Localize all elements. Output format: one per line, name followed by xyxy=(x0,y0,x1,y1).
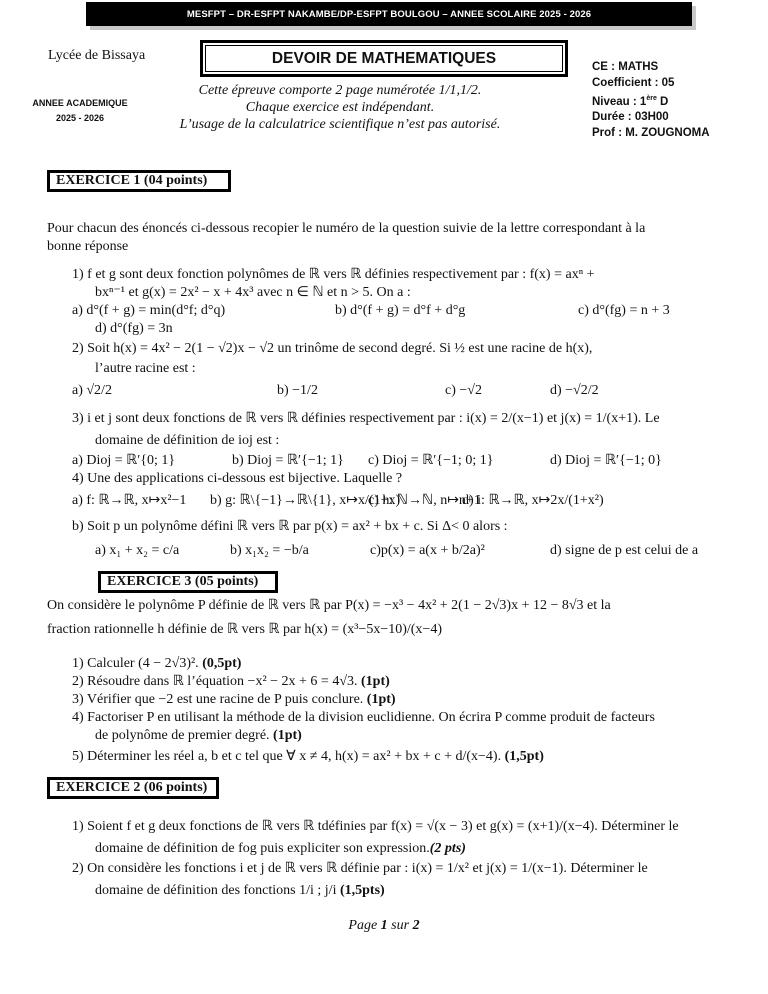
ex1-q2-line1: 2) Soit h(x) = 4x² − 2(1 − √2)x − √2 un trinôme de second degré. Si ½ est une racine de h(x), xyxy=(72,341,593,356)
ex1-q1-option-c: c) d°(fg) = n + 3 xyxy=(578,303,670,318)
title-box xyxy=(200,40,568,77)
ex1-q3-line2: domaine de définition de ioj est : xyxy=(95,433,280,448)
ex1-q1-line1: 1) f et g sont deux fonction polynômes de ℝ vers ℝ définies respectivement par : f(x) = axⁿ + xyxy=(72,267,595,282)
academic-year-block xyxy=(28,96,132,126)
ex3-item-4: 4) Factoriser P en utilisant la méthode de la division euclidienne. On écrira P comme produit de facteurs xyxy=(72,710,655,725)
info-prof: Prof : M. ZOUGNOMA xyxy=(592,126,710,139)
ex1-q1-line2: bxⁿ⁻¹ et g(x) = 2x² − x + 4x³ avec n ∈ ℕ et n > 5. On a : xyxy=(95,285,411,300)
ex3-item-5: 5) Déterminer les réel a, b et c tel que ∀ x ≠ 4, h(x) = ax² + bx + c + d/(x−4). (1,5pt) xyxy=(72,749,544,764)
ex1-q2-line2: l’autre racine est : xyxy=(95,361,196,376)
ex3-item-4-cont: de polynôme de premier degré. (1pt) xyxy=(95,728,302,743)
ex1-q5-option-a: a) x₁ + x₂ = c/a xyxy=(95,543,180,558)
ex2-item-1-line2: domaine de définition de fog puis expliciter son expression.(2 pts) xyxy=(95,841,466,856)
ex1-q1-option-b: b) d°(f + g) = d°f + d°g xyxy=(335,303,466,318)
note-pages: Cette épreuve comporte 2 page numérotée 1/1,1/2. xyxy=(198,83,482,98)
info-niveau: Niveau : 1ère D xyxy=(592,95,669,108)
header-banner xyxy=(86,2,692,26)
academic-year-label: ANNEE ACADEMIQUE xyxy=(32,98,128,108)
exercice2-title: EXERCICE 2 (06 points) xyxy=(47,777,219,799)
ex1-q5-option-c: c)p(x) = a(x + b/2a)² xyxy=(370,543,485,558)
ex1-intro-2: bonne réponse xyxy=(47,239,129,254)
ex2-item-1-line1: 1) Soient f et g deux fonctions de ℝ vers ℝ tdéfinies par f(x) = √(x − 3) et g(x) = (x+1)/(x−4). Déterminer le xyxy=(72,819,679,834)
ex3-item-2: 2) Résoudre dans ℝ l’équation −x² − 2x + 6 = 4√3. (1pt) xyxy=(72,674,390,689)
page-title: DEVOIR DE MATHEMATIQUES xyxy=(205,45,563,72)
exam-info xyxy=(592,60,710,141)
ex1-q4-option-a: a) f: ℝ→ℝ, x↦x²−1 xyxy=(72,493,187,508)
ex1-q4-option-d: d) i: ℝ→ℝ, x↦2x/(1+x²) xyxy=(462,493,604,508)
info-coefficient: Coefficient : 05 xyxy=(592,76,675,89)
exercice1-title: EXERCICE 1 (04 points) xyxy=(47,170,231,192)
ex1-q2-option-d: d) −√2/2 xyxy=(550,383,599,398)
exercice3-title: EXERCICE 3 (05 points) xyxy=(98,571,278,593)
ex1-q3-option-a: a) Dioj = ℝ′{0; 1} xyxy=(72,453,176,468)
note-independent: Chaque exercice est indépendant. xyxy=(245,100,435,115)
ex3-intro-2: fraction rationnelle h définie de ℝ vers ℝ par h(x) = (x³−5x−10)/(x−4) xyxy=(47,622,442,637)
school-name: Lycée de Bissaya xyxy=(48,48,146,63)
ex1-q3-line1: 3) i et j sont deux fonctions de ℝ vers ℝ définies respectivement par : i(x) = 2/(x−1) et j(x) = 1/(x+1). Le xyxy=(72,411,660,426)
ex1-q1-option-a: a) d°(f + g) = min(d°f; d°q) xyxy=(72,303,226,318)
ex3-item-1: 1) Calculer (4 − 2√3)². (0,5pt) xyxy=(72,656,242,671)
ex2-item-2-line2: domaine de définition des fonctions 1/i ; j/i (1,5pts) xyxy=(95,883,385,898)
academic-year-value: 2025 - 2026 xyxy=(55,113,105,123)
ex1-q2-option-c: c) −√2 xyxy=(445,383,482,398)
exam-notes xyxy=(150,82,530,133)
ex1-q3-option-d: d) Dioj = ℝ′{−1; 0} xyxy=(550,453,662,468)
ex1-q4-line1: 4) Une des applications ci-dessous est bijective. Laquelle ? xyxy=(72,471,403,486)
ex3-item-3: 3) Vérifier que −2 est une racine de P puis conclure. (1pt) xyxy=(72,692,396,707)
page-number: Page 1 sur 2 xyxy=(348,918,420,933)
info-duree: Durée : 03H00 xyxy=(592,111,669,124)
ex1-q2-option-b: b) −1/2 xyxy=(277,383,318,398)
ex1-q5-line1: b) Soit p un polynôme défini ℝ vers ℝ par p(x) = ax² + bx + c. Si Δ< 0 alors : xyxy=(72,519,508,534)
ex1-q5-option-b: b) x₁x₂ = −b/a xyxy=(230,543,309,558)
ex1-q1-option-d: d) d°(fg) = 3n xyxy=(95,321,173,336)
ex1-q5-option-d: d) signe de p est celui de a xyxy=(550,543,699,558)
note-calculator: L’usage de la calculatrice scientifique n’est pas autorisé. xyxy=(179,117,501,132)
ex1-q4-option-b: b) g: ℝ\{−1}→ℝ\{1}, x↦x/(1+x) xyxy=(210,493,401,508)
ex1-q3-option-b: b) Dioj = ℝ′{−1; 1} xyxy=(232,453,344,468)
ex1-q2-option-a: a) √2/2 xyxy=(72,383,112,398)
info-ce: CE : MATHS xyxy=(592,61,659,73)
ex1-q4-option-c: c) h: ℕ→ℕ, n↦n+1 xyxy=(368,493,481,508)
banner-text: MESFPT – DR-ESFPT NAKAMBE/DP-ESFPT BOULGOU – ANNEE SCOLAIRE 2025 - 2026 xyxy=(186,8,592,20)
ex3-intro-1: On considère le polynôme P définie de ℝ vers ℝ par P(x) = −x³ − 4x² + 2(1 − 2√3)x + 12 − 8√3 et la xyxy=(47,598,611,613)
ex2-item-2-line1: 2) On considère les fonctions i et j de ℝ vers ℝ définie par : i(x) = 1/x² et j(x) = 1/(x−1). Déterminer le xyxy=(72,861,648,876)
ex1-intro-1: Pour chacun des énoncés ci-dessous recopier le numéro de la question suivie de la lettre correspondant à la xyxy=(47,221,646,236)
ex1-q3-option-c: c) Dioj = ℝ′{−1; 0; 1} xyxy=(368,453,494,468)
